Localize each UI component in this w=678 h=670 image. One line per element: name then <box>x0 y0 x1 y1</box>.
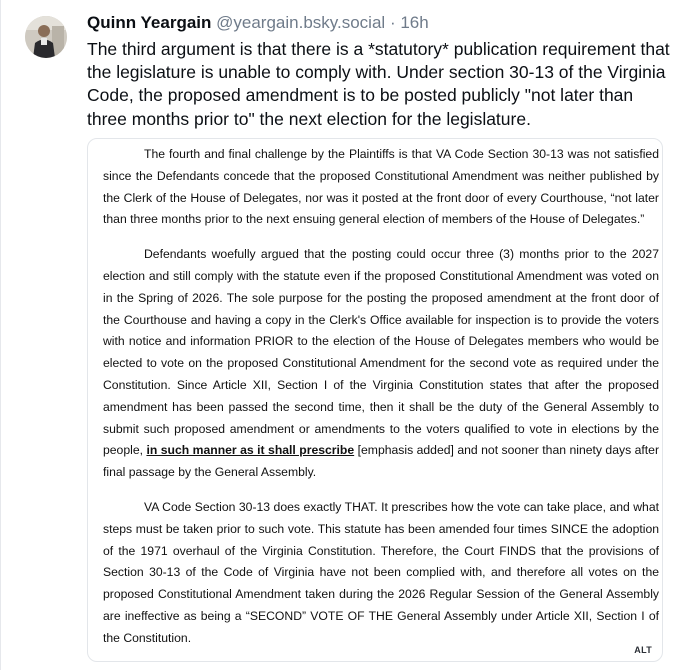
court-document-excerpt <box>103 144 659 662</box>
avatar-photo-icon <box>25 16 67 58</box>
document-paragraph-2 <box>103 244 659 484</box>
separator-dot: · <box>389 13 396 32</box>
document-emphasis: in such manner as it shall prescribe <box>146 443 355 458</box>
avatar[interactable] <box>25 16 67 58</box>
author-handle[interactable]: @yeargain.bsky.social <box>216 13 386 32</box>
alt-text-badge[interactable]: ALT <box>631 644 655 656</box>
thread-divider <box>0 0 1 670</box>
post-text: The third argument is that there is a *statutory* publication requirement that the legislature is unable to comply with. Under section 30-13 of the Virginia Code, the proposed amendment is to be posted publicly "not later than three months prior to" the next election for the legislature. <box>87 39 670 129</box>
document-paragraph-2-text: Defendants woefully argued that the posting could occur three (3) months prior to the 2027 election and still comply with the statute even if the proposed Constitutional Amendment was voted on in the Spring of 2026. The sole purpose for the posting the proposed amendment at the front door of the Courthouse and having a copy in the Clerk's Office available for inspection is to provide the voters with notice and information PRIOR to the election of the House of Delegates members who would be elected to vote on the proposed Constitutional Amendment for the second vote as required under the Constitution. Since Article XII, Section I of the Virginia Constitution states that after the proposed amendment has been passed the second time, then it shall be the duty of the General Assembly to submit such proposed amendment or amendments to the voters qualified to vote in elections by the people, <box>103 247 659 458</box>
document-paragraph-1: The fourth and final challenge by the Plaintiffs is that VA Code Section 30-13 was not satisfied since the Defendants concede that the proposed Constitutional Amendment was neither published by the Clerk of the House of Delegates, nor was it posted at the front door of every Courthouse, “not later than three months prior to the next ensuing general election of members of the House of Delegates.” <box>103 147 659 227</box>
author-name[interactable]: Quinn Yeargain <box>87 13 212 32</box>
document-paragraph-3: VA Code Section 30-13 does exactly THAT. It prescribes how the vote can take place, and what steps must be taken prior to such vote. This statute has been amended four times SINCE the adoption of the 1971 overhaul of the Virginia Constitution. Therefore, the Court FINDS that the provisions of Section 30-13 of the Code of Virginia have not been complied with, and therefore all votes on the proposed Constitutional Amendment taken during the 2026 Regular Session of the General Assembly are ineffective as being a “SECOND” VOTE OF THE General Assembly under Article XII, Section I of the Constitution. <box>103 499 659 645</box>
attached-image[interactable] <box>87 138 663 662</box>
document-paragraph-2-tail: [emphasis added] and not sooner than ninety days after final passage by the General Assembly. <box>103 443 660 480</box>
post-timestamp[interactable]: 16h <box>400 13 429 32</box>
post-header <box>87 12 429 34</box>
